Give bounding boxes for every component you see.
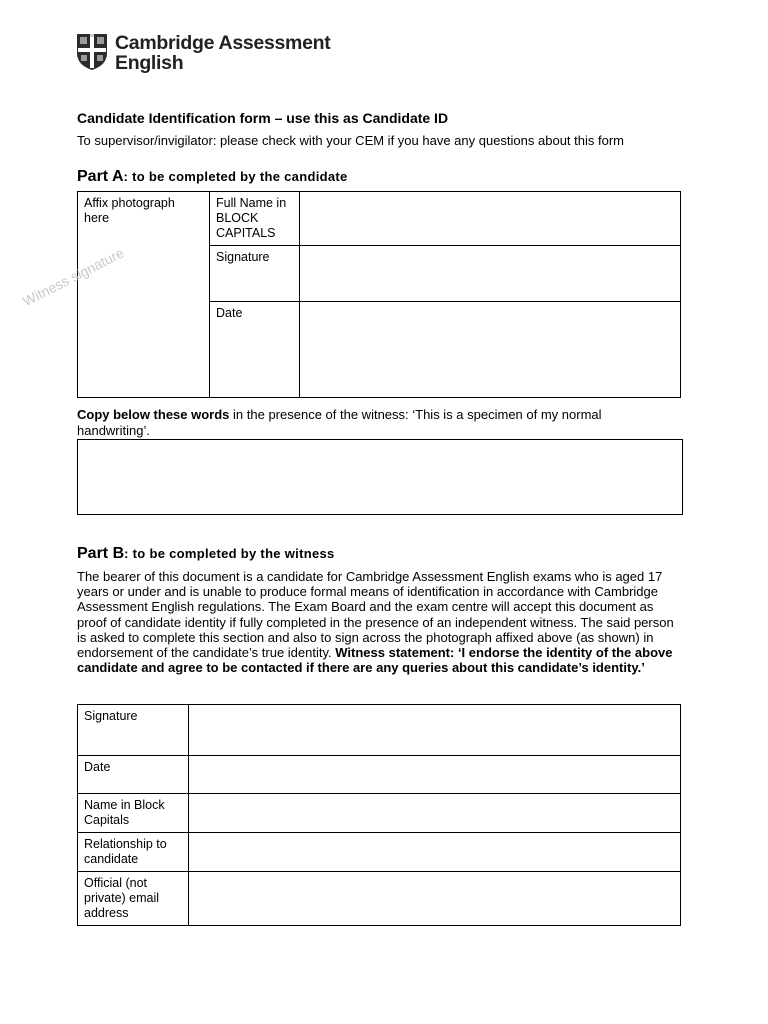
part-b-table: [77, 704, 681, 926]
full-name-label: Full Name in BLOCK CAPITALS: [210, 192, 300, 246]
copy-instruction-rest: in the presence of the witness: ‘This is a specimen of my normal handwriting’.: [77, 407, 602, 438]
photo-label: Affix photograph here: [84, 196, 175, 225]
part-b-label: Part B: [77, 545, 125, 562]
full-name-value: [306, 196, 674, 206]
date-value: [306, 306, 674, 316]
part-a-label: Part A: [77, 168, 124, 185]
witness-signature-input[interactable]: [189, 705, 681, 756]
relationship-label: Relationship to candidate: [78, 833, 189, 872]
signature-label: Signature: [210, 246, 300, 302]
part-a-table: [77, 191, 681, 398]
copy-instruction: [77, 407, 677, 439]
form-title: Candidate Identification form – use this as Candidate ID: [77, 110, 449, 126]
photo-area[interactable]: [78, 192, 210, 398]
witness-date-label: Date: [78, 756, 189, 794]
witness-name-label: Name in Block Capitals: [78, 794, 189, 833]
supervisor-note: To supervisor/invigilator: please check with your CEM if you have any questions about this form: [77, 133, 624, 148]
witness-signature-value: [195, 709, 674, 719]
part-b-heading: [77, 545, 335, 563]
part-b-paragraph: [77, 569, 682, 675]
email-input[interactable]: [189, 872, 681, 926]
witness-name-input[interactable]: [189, 794, 681, 833]
part-a-subheading: : to be completed by the candidate: [123, 169, 348, 184]
logo-text-line2: English: [115, 52, 184, 74]
full-name-input[interactable]: [300, 192, 681, 246]
copy-instruction-bold: Copy below these words: [77, 407, 230, 422]
witness-date-input[interactable]: [189, 756, 681, 794]
handwriting-box[interactable]: [77, 439, 683, 515]
logo-text-line1: Cambridge Assessment: [115, 32, 331, 54]
witness-statement: Witness statement: ‘I endorse the identity of the above candidate and agree to be contacted if there are any queries about this candidate’s identity.’: [77, 645, 673, 676]
witness-signature-watermark: Witness signature: [20, 244, 127, 310]
part-b-subheading: : to be completed by the witness: [124, 546, 335, 561]
relationship-input[interactable]: [189, 833, 681, 872]
witness-signature-label: Signature: [78, 705, 189, 756]
witness-name-value: [195, 798, 674, 808]
email-label: Official (not private) email address: [78, 872, 189, 926]
witness-date-value: [195, 760, 674, 770]
cambridge-logo: [76, 32, 331, 74]
date-input[interactable]: [300, 302, 681, 398]
signature-input[interactable]: [300, 246, 681, 302]
signature-value: [306, 250, 674, 260]
email-value: [195, 876, 674, 886]
cambridge-crest-icon: [76, 33, 108, 71]
part-b-body: The bearer of this document is a candidate for Cambridge Assessment English exams who is aged 17 years or under and is unable to produce formal means of identification in accordance with Cambridge Assessment English regulations. The Exam Board and the exam centre will accept this document as proof of candidate identity if fully completed in the presence of an independent witness. The said person is asked to complete this section and also to sign across the photograph affixed above (as shown) in endorsement of the candidate’s true identity.: [77, 569, 674, 661]
part-a-heading: [77, 168, 348, 186]
relationship-value: [195, 837, 674, 847]
date-label: Date: [210, 302, 300, 398]
